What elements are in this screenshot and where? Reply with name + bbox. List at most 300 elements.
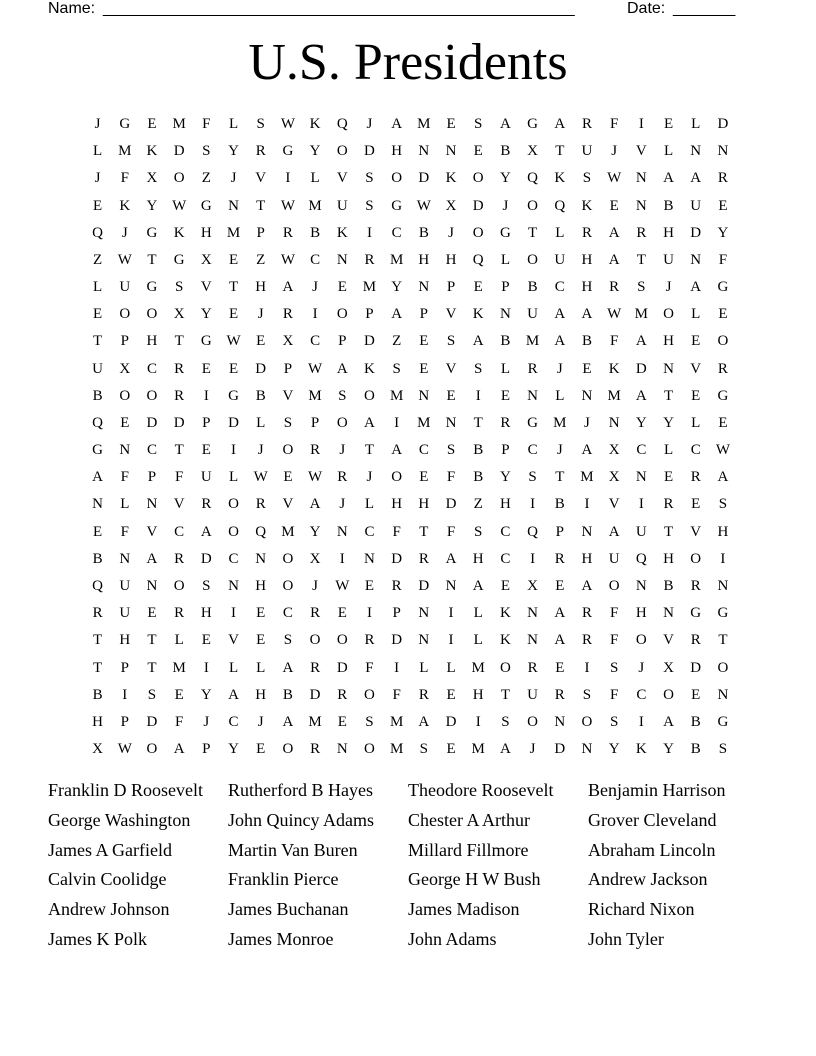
grid-letter[interactable]: G xyxy=(717,387,729,404)
grid-letter[interactable]: E xyxy=(419,469,429,486)
grid-letter[interactable]: M xyxy=(308,713,322,730)
grid-letter[interactable]: D xyxy=(690,659,702,676)
grid-letter[interactable]: G xyxy=(146,224,158,241)
grid-letter[interactable]: F xyxy=(202,116,211,133)
grid-letter[interactable]: T xyxy=(500,686,510,703)
grid-letter[interactable]: F xyxy=(365,659,374,676)
grid-letter[interactable]: A xyxy=(499,741,511,758)
grid-letter[interactable]: E xyxy=(718,197,728,214)
grid-letter[interactable]: J xyxy=(312,279,319,296)
grid-letter[interactable]: S xyxy=(582,170,592,187)
grid-letter[interactable]: K xyxy=(581,197,593,214)
grid-letter[interactable]: E xyxy=(419,333,429,350)
grid-letter[interactable]: X xyxy=(608,442,620,459)
grid-letter[interactable]: H xyxy=(255,578,267,594)
grid-letter[interactable]: K xyxy=(364,360,375,377)
grid-letter[interactable]: Z xyxy=(93,251,103,268)
grid-letter[interactable]: G xyxy=(717,279,729,296)
grid-letter[interactable]: G xyxy=(527,414,539,431)
grid-letter[interactable]: O xyxy=(173,170,185,187)
grid-letter[interactable]: A xyxy=(200,523,212,540)
grid-letter[interactable]: A xyxy=(418,713,430,730)
grid-letter[interactable]: V xyxy=(445,306,457,323)
grid-letter[interactable]: F xyxy=(120,170,129,187)
grid-letter[interactable]: J xyxy=(257,306,264,323)
grid-letter[interactable]: J xyxy=(94,116,101,133)
grid-letter[interactable]: S xyxy=(365,197,374,214)
grid-letter[interactable]: O xyxy=(336,306,348,323)
grid-letter[interactable]: O xyxy=(228,523,239,540)
grid-letter[interactable]: R xyxy=(337,469,348,486)
grid-letter[interactable]: D xyxy=(635,360,647,377)
grid-letter[interactable]: S xyxy=(637,279,646,296)
grid-letter[interactable]: N xyxy=(663,360,674,377)
grid-letter[interactable]: O xyxy=(690,550,702,567)
grid-letter[interactable]: K xyxy=(146,143,158,160)
grid-letter[interactable]: M xyxy=(525,333,540,350)
grid-letter[interactable]: W xyxy=(280,251,295,268)
grid-letter[interactable]: E xyxy=(473,279,483,296)
grid-letter[interactable]: B xyxy=(663,578,674,594)
grid-letter[interactable]: S xyxy=(174,279,184,296)
grid-letter[interactable]: Y xyxy=(200,306,212,323)
grid-letter[interactable]: J xyxy=(529,741,536,758)
grid-letter[interactable]: K xyxy=(472,306,484,323)
grid-letter[interactable]: R xyxy=(310,442,321,459)
grid-letter[interactable]: E xyxy=(228,360,239,377)
grid-letter[interactable]: I xyxy=(366,224,372,241)
grid-letter[interactable]: R xyxy=(690,578,701,594)
grid-letter[interactable]: F xyxy=(718,251,728,268)
grid-letter[interactable]: N xyxy=(418,632,430,649)
grid-letter[interactable]: O xyxy=(527,713,539,730)
grid-letter[interactable]: W xyxy=(335,578,350,594)
grid-letter[interactable]: D xyxy=(418,170,430,187)
grid-letter[interactable]: N xyxy=(554,713,566,730)
grid-letter[interactable]: O xyxy=(608,578,620,594)
grid-letter[interactable]: M xyxy=(389,251,404,268)
grid-letter[interactable]: X xyxy=(173,306,185,323)
grid-letter[interactable]: V xyxy=(282,496,294,513)
grid-letter[interactable]: U xyxy=(527,306,539,323)
grid-letter[interactable]: P xyxy=(147,469,157,486)
grid-letter[interactable]: G xyxy=(717,713,729,730)
grid-letter[interactable]: N xyxy=(119,442,131,459)
grid-letter[interactable]: W xyxy=(308,469,323,486)
grid-letter[interactable]: M xyxy=(471,659,485,676)
grid-letter[interactable]: N xyxy=(581,741,593,758)
grid-letter[interactable]: Y xyxy=(635,414,647,431)
grid-letter[interactable]: S xyxy=(202,578,211,594)
grid-letter[interactable]: D xyxy=(445,713,457,730)
grid-letter[interactable]: C xyxy=(636,442,647,459)
grid-letter[interactable]: R xyxy=(581,605,592,622)
grid-letter[interactable]: L xyxy=(473,605,483,622)
grid-letter[interactable]: R xyxy=(174,387,185,404)
grid-letter[interactable]: A xyxy=(635,333,647,350)
grid-letter[interactable]: H xyxy=(92,713,104,730)
grid-letter[interactable]: A xyxy=(581,442,593,459)
grid-letter[interactable]: A xyxy=(581,578,593,594)
grid-letter[interactable]: R xyxy=(174,605,185,622)
grid-letter[interactable]: J xyxy=(94,170,101,187)
grid-letter[interactable]: K xyxy=(309,116,321,133)
grid-letter[interactable]: C xyxy=(418,442,429,459)
grid-letter[interactable]: V xyxy=(690,523,702,540)
grid-letter[interactable]: G xyxy=(391,197,403,214)
grid-letter[interactable]: J xyxy=(584,414,590,431)
grid-letter[interactable]: L xyxy=(228,116,239,133)
grid-letter[interactable]: K xyxy=(445,170,457,187)
grid-letter[interactable]: B xyxy=(690,713,701,730)
grid-letter[interactable]: N xyxy=(445,143,457,160)
grid-letter[interactable]: R xyxy=(92,605,103,622)
grid-letter[interactable]: N xyxy=(418,605,430,622)
grid-letter[interactable]: P xyxy=(392,605,401,622)
grid-letter[interactable]: R xyxy=(609,279,620,296)
grid-letter[interactable]: N xyxy=(146,496,158,513)
grid-letter[interactable]: C xyxy=(500,550,511,567)
grid-letter[interactable]: T xyxy=(93,659,103,676)
grid-letter[interactable]: M xyxy=(172,659,186,676)
grid-letter[interactable]: R xyxy=(690,632,701,649)
grid-letter[interactable]: N xyxy=(635,469,647,486)
grid-letter[interactable]: R xyxy=(391,578,402,594)
grid-letter[interactable]: T xyxy=(93,333,103,350)
grid-letter[interactable]: A xyxy=(282,713,294,730)
grid-letter[interactable]: J xyxy=(448,224,454,241)
grid-letter[interactable]: W xyxy=(253,469,268,486)
grid-letter[interactable]: I xyxy=(312,306,318,323)
grid-letter[interactable]: N xyxy=(581,387,593,404)
grid-letter[interactable]: U xyxy=(527,686,539,703)
grid-letter[interactable]: B xyxy=(690,741,701,758)
grid-letter[interactable]: E xyxy=(228,306,239,323)
grid-letter[interactable]: T xyxy=(636,251,646,268)
grid-letter[interactable]: F xyxy=(446,469,456,486)
grid-letter[interactable]: D xyxy=(364,143,375,160)
grid-letter[interactable]: L xyxy=(555,387,565,404)
grid-letter[interactable]: G xyxy=(200,197,212,214)
grid-letter[interactable]: M xyxy=(172,116,186,133)
grid-letter[interactable]: R xyxy=(636,224,647,241)
grid-letter[interactable]: I xyxy=(530,496,536,513)
grid-letter[interactable]: F xyxy=(609,333,619,350)
name-field[interactable]: _____________________________________________________ xyxy=(103,0,575,17)
grid-letter[interactable]: Y xyxy=(146,197,158,214)
grid-letter[interactable]: V xyxy=(228,632,239,649)
grid-letter[interactable]: M xyxy=(553,414,567,431)
grid-letter[interactable]: C xyxy=(527,442,538,459)
grid-letter[interactable]: Y xyxy=(309,143,321,160)
grid-letter[interactable]: T xyxy=(256,197,266,214)
grid-letter[interactable]: E xyxy=(446,741,456,758)
grid-letter[interactable]: I xyxy=(448,632,454,649)
grid-letter[interactable]: H xyxy=(391,143,403,160)
grid-letter[interactable]: V xyxy=(663,632,674,649)
grid-letter[interactable]: I xyxy=(638,116,644,133)
grid-letter[interactable]: E xyxy=(364,578,375,594)
grid-letter[interactable]: V xyxy=(146,523,158,540)
grid-letter[interactable]: V xyxy=(445,360,457,377)
grid-letter[interactable]: W xyxy=(117,741,132,758)
grid-letter[interactable]: O xyxy=(364,686,375,703)
grid-letter[interactable]: V xyxy=(255,170,267,187)
grid-letter[interactable]: R xyxy=(364,632,375,649)
grid-letter[interactable]: U xyxy=(200,469,212,486)
grid-letter[interactable]: A xyxy=(146,550,158,567)
grid-letter[interactable]: G xyxy=(92,442,104,459)
grid-letter[interactable]: D xyxy=(445,496,457,513)
grid-letter[interactable]: M xyxy=(634,306,649,323)
grid-letter[interactable]: O xyxy=(472,170,484,187)
grid-letter[interactable]: E xyxy=(337,279,347,296)
grid-letter[interactable]: G xyxy=(146,279,158,296)
grid-letter[interactable]: K xyxy=(119,197,131,214)
grid-letter[interactable]: E xyxy=(337,605,347,622)
grid-letter[interactable]: B xyxy=(92,686,103,703)
grid-letter[interactable]: U xyxy=(581,143,593,160)
grid-letter[interactable]: S xyxy=(528,469,537,486)
grid-letter[interactable]: E xyxy=(256,333,266,350)
grid-letter[interactable]: Q xyxy=(554,197,566,214)
grid-letter[interactable]: R xyxy=(527,659,538,676)
grid-letter[interactable]: R xyxy=(418,550,429,567)
grid-letter[interactable]: H xyxy=(255,686,267,703)
grid-letter[interactable]: N xyxy=(527,632,539,649)
grid-letter[interactable]: O xyxy=(336,414,348,431)
grid-letter[interactable]: O xyxy=(119,387,131,404)
grid-letter[interactable]: D xyxy=(336,659,348,676)
grid-letter[interactable]: M xyxy=(389,713,404,730)
grid-letter[interactable]: O xyxy=(717,333,729,350)
grid-letter[interactable]: B xyxy=(554,496,565,513)
grid-letter[interactable]: F xyxy=(120,523,129,540)
grid-letter[interactable]: B xyxy=(581,333,592,350)
grid-letter[interactable]: R xyxy=(364,251,375,268)
grid-letter[interactable]: R xyxy=(500,414,511,431)
grid-letter[interactable]: A xyxy=(92,469,104,486)
grid-letter[interactable]: E xyxy=(446,116,456,133)
grid-letter[interactable]: D xyxy=(228,414,239,431)
grid-letter[interactable]: T xyxy=(663,523,674,540)
grid-letter[interactable]: T xyxy=(364,442,375,459)
grid-letter[interactable]: F xyxy=(609,116,619,133)
grid-letter[interactable]: L xyxy=(691,306,701,323)
grid-letter[interactable]: E xyxy=(201,360,211,377)
grid-letter[interactable]: E xyxy=(473,143,483,160)
grid-letter[interactable]: E xyxy=(718,414,728,431)
grid-letter[interactable]: X xyxy=(445,197,457,214)
grid-letter[interactable]: P xyxy=(446,279,456,296)
grid-letter[interactable]: N xyxy=(418,387,430,404)
grid-letter[interactable]: H xyxy=(119,632,131,649)
grid-letter[interactable]: F xyxy=(609,686,619,703)
grid-letter[interactable]: Q xyxy=(255,523,267,540)
grid-letter[interactable]: S xyxy=(501,713,510,730)
grid-letter[interactable]: H xyxy=(635,605,647,622)
grid-letter[interactable]: K xyxy=(608,360,620,377)
grid-letter[interactable]: C xyxy=(282,605,293,622)
grid-letter[interactable]: T xyxy=(147,251,157,268)
grid-letter[interactable]: Y xyxy=(228,741,239,758)
grid-letter[interactable]: A xyxy=(391,442,403,459)
grid-letter[interactable]: T xyxy=(93,632,103,649)
grid-letter[interactable]: H xyxy=(445,251,457,268)
grid-letter[interactable]: N xyxy=(255,550,267,567)
grid-letter[interactable]: C xyxy=(310,333,321,350)
grid-letter[interactable]: X xyxy=(527,143,539,160)
grid-letter[interactable]: S xyxy=(283,632,293,649)
grid-letter[interactable]: P xyxy=(120,333,129,350)
grid-letter[interactable]: T xyxy=(174,333,184,350)
grid-letter[interactable]: C xyxy=(228,550,239,567)
grid-letter[interactable]: N xyxy=(445,414,457,431)
grid-letter[interactable]: T xyxy=(419,523,429,540)
grid-letter[interactable]: S xyxy=(474,360,483,377)
grid-letter[interactable]: J xyxy=(366,469,373,486)
grid-letter[interactable]: O xyxy=(581,713,593,730)
grid-letter[interactable]: Y xyxy=(499,170,511,187)
grid-letter[interactable]: R xyxy=(527,360,538,377)
grid-letter[interactable]: E xyxy=(256,741,266,758)
grid-letter[interactable]: E xyxy=(201,632,211,649)
grid-letter[interactable]: Y xyxy=(200,686,212,703)
grid-letter[interactable]: O xyxy=(663,686,674,703)
grid-letter[interactable]: I xyxy=(285,170,291,187)
grid-letter[interactable]: F xyxy=(392,686,401,703)
grid-letter[interactable]: L xyxy=(310,170,320,187)
grid-letter[interactable]: H xyxy=(663,550,674,567)
grid-letter[interactable]: O xyxy=(282,550,294,567)
grid-letter[interactable]: I xyxy=(339,550,345,567)
grid-letter[interactable]: D xyxy=(690,224,702,241)
grid-letter[interactable]: Z xyxy=(473,496,483,513)
grid-letter[interactable]: H xyxy=(581,550,593,567)
grid-letter[interactable]: J xyxy=(556,360,563,377)
grid-letter[interactable]: R xyxy=(717,360,728,377)
grid-letter[interactable]: F xyxy=(609,632,619,649)
grid-letter[interactable]: Q xyxy=(92,224,104,241)
grid-letter[interactable]: N xyxy=(690,143,702,160)
grid-letter[interactable]: U xyxy=(119,605,131,622)
grid-letter[interactable]: K xyxy=(499,605,511,622)
grid-letter[interactable]: M xyxy=(362,279,377,296)
grid-letter[interactable]: Y xyxy=(608,741,620,758)
grid-letter[interactable]: S xyxy=(365,170,374,187)
grid-letter[interactable]: E xyxy=(93,523,103,540)
grid-letter[interactable]: O xyxy=(282,741,294,758)
grid-letter[interactable]: A xyxy=(690,170,702,187)
grid-letter[interactable]: A xyxy=(228,686,239,703)
grid-letter[interactable]: S xyxy=(392,360,401,377)
grid-letter[interactable]: C xyxy=(554,279,565,296)
grid-letter[interactable]: C xyxy=(690,442,701,459)
grid-letter[interactable]: J xyxy=(339,496,346,513)
grid-letter[interactable]: E xyxy=(120,414,130,431)
grid-letter[interactable]: X xyxy=(608,469,620,486)
grid-letter[interactable]: R xyxy=(690,469,701,486)
grid-letter[interactable]: A xyxy=(581,306,593,323)
grid-letter[interactable]: U xyxy=(119,279,131,296)
grid-letter[interactable]: W xyxy=(715,442,730,459)
grid-letter[interactable]: E xyxy=(283,469,293,486)
grid-letter[interactable]: A xyxy=(391,306,403,323)
grid-letter[interactable]: L xyxy=(256,659,266,676)
grid-letter[interactable]: O xyxy=(717,659,729,676)
grid-letter[interactable]: M xyxy=(471,741,485,758)
grid-letter[interactable]: R xyxy=(174,360,185,377)
grid-letter[interactable]: D xyxy=(717,116,729,133)
grid-letter[interactable]: L xyxy=(228,659,239,676)
grid-letter[interactable]: U xyxy=(119,578,131,594)
grid-letter[interactable]: V xyxy=(200,279,212,296)
grid-letter[interactable]: E xyxy=(147,116,157,133)
grid-letter[interactable]: R xyxy=(174,550,185,567)
grid-letter[interactable]: P xyxy=(310,414,320,431)
grid-letter[interactable]: I xyxy=(366,605,372,622)
grid-letter[interactable]: G xyxy=(228,387,239,404)
grid-letter[interactable]: S xyxy=(365,713,374,730)
grid-letter[interactable]: R xyxy=(310,659,321,676)
grid-letter[interactable]: P xyxy=(202,741,211,758)
grid-letter[interactable]: M xyxy=(417,414,431,431)
grid-letter[interactable]: P xyxy=(120,659,129,676)
grid-letter[interactable]: R xyxy=(663,496,674,513)
grid-letter[interactable]: B xyxy=(473,442,484,459)
grid-letter[interactable]: L xyxy=(446,659,456,676)
grid-letter[interactable]: O xyxy=(364,387,375,404)
grid-letter[interactable]: A xyxy=(445,550,457,567)
grid-letter[interactable]: T xyxy=(473,414,483,431)
grid-letter[interactable]: L xyxy=(663,143,674,160)
grid-letter[interactable]: C xyxy=(174,523,185,540)
grid-letter[interactable]: H xyxy=(418,496,430,513)
grid-letter[interactable]: E xyxy=(256,605,266,622)
grid-letter[interactable]: C xyxy=(310,251,321,268)
grid-letter[interactable]: L xyxy=(256,414,266,431)
grid-letter[interactable]: I xyxy=(475,387,481,404)
grid-letter[interactable]: F xyxy=(174,713,184,730)
grid-letter[interactable]: N xyxy=(228,197,239,214)
grid-letter[interactable]: H xyxy=(418,251,430,268)
grid-letter[interactable]: M xyxy=(118,143,132,160)
grid-letter[interactable]: F xyxy=(609,605,619,622)
grid-letter[interactable]: J xyxy=(611,143,618,160)
grid-letter[interactable]: E xyxy=(228,251,239,268)
grid-letter[interactable]: N xyxy=(228,578,239,594)
grid-letter[interactable]: R xyxy=(581,224,592,241)
grid-letter[interactable]: B xyxy=(500,143,511,160)
grid-letter[interactable]: U xyxy=(635,523,647,540)
grid-letter[interactable]: X xyxy=(200,251,212,268)
grid-letter[interactable]: A xyxy=(391,116,403,133)
grid-letter[interactable]: N xyxy=(717,578,729,594)
grid-letter[interactable]: L xyxy=(473,632,483,649)
grid-letter[interactable]: S xyxy=(147,686,157,703)
grid-letter[interactable]: L xyxy=(691,116,701,133)
grid-letter[interactable]: N xyxy=(527,387,539,404)
grid-letter[interactable]: R xyxy=(581,632,592,649)
grid-letter[interactable]: F xyxy=(120,469,129,486)
grid-letter[interactable]: A xyxy=(554,632,566,649)
grid-letter[interactable]: X xyxy=(309,550,321,567)
grid-letter[interactable]: C xyxy=(228,713,239,730)
grid-letter[interactable]: W xyxy=(607,306,622,323)
grid-letter[interactable]: I xyxy=(638,713,644,730)
grid-letter[interactable]: D xyxy=(391,550,403,567)
grid-letter[interactable]: N xyxy=(635,197,647,214)
